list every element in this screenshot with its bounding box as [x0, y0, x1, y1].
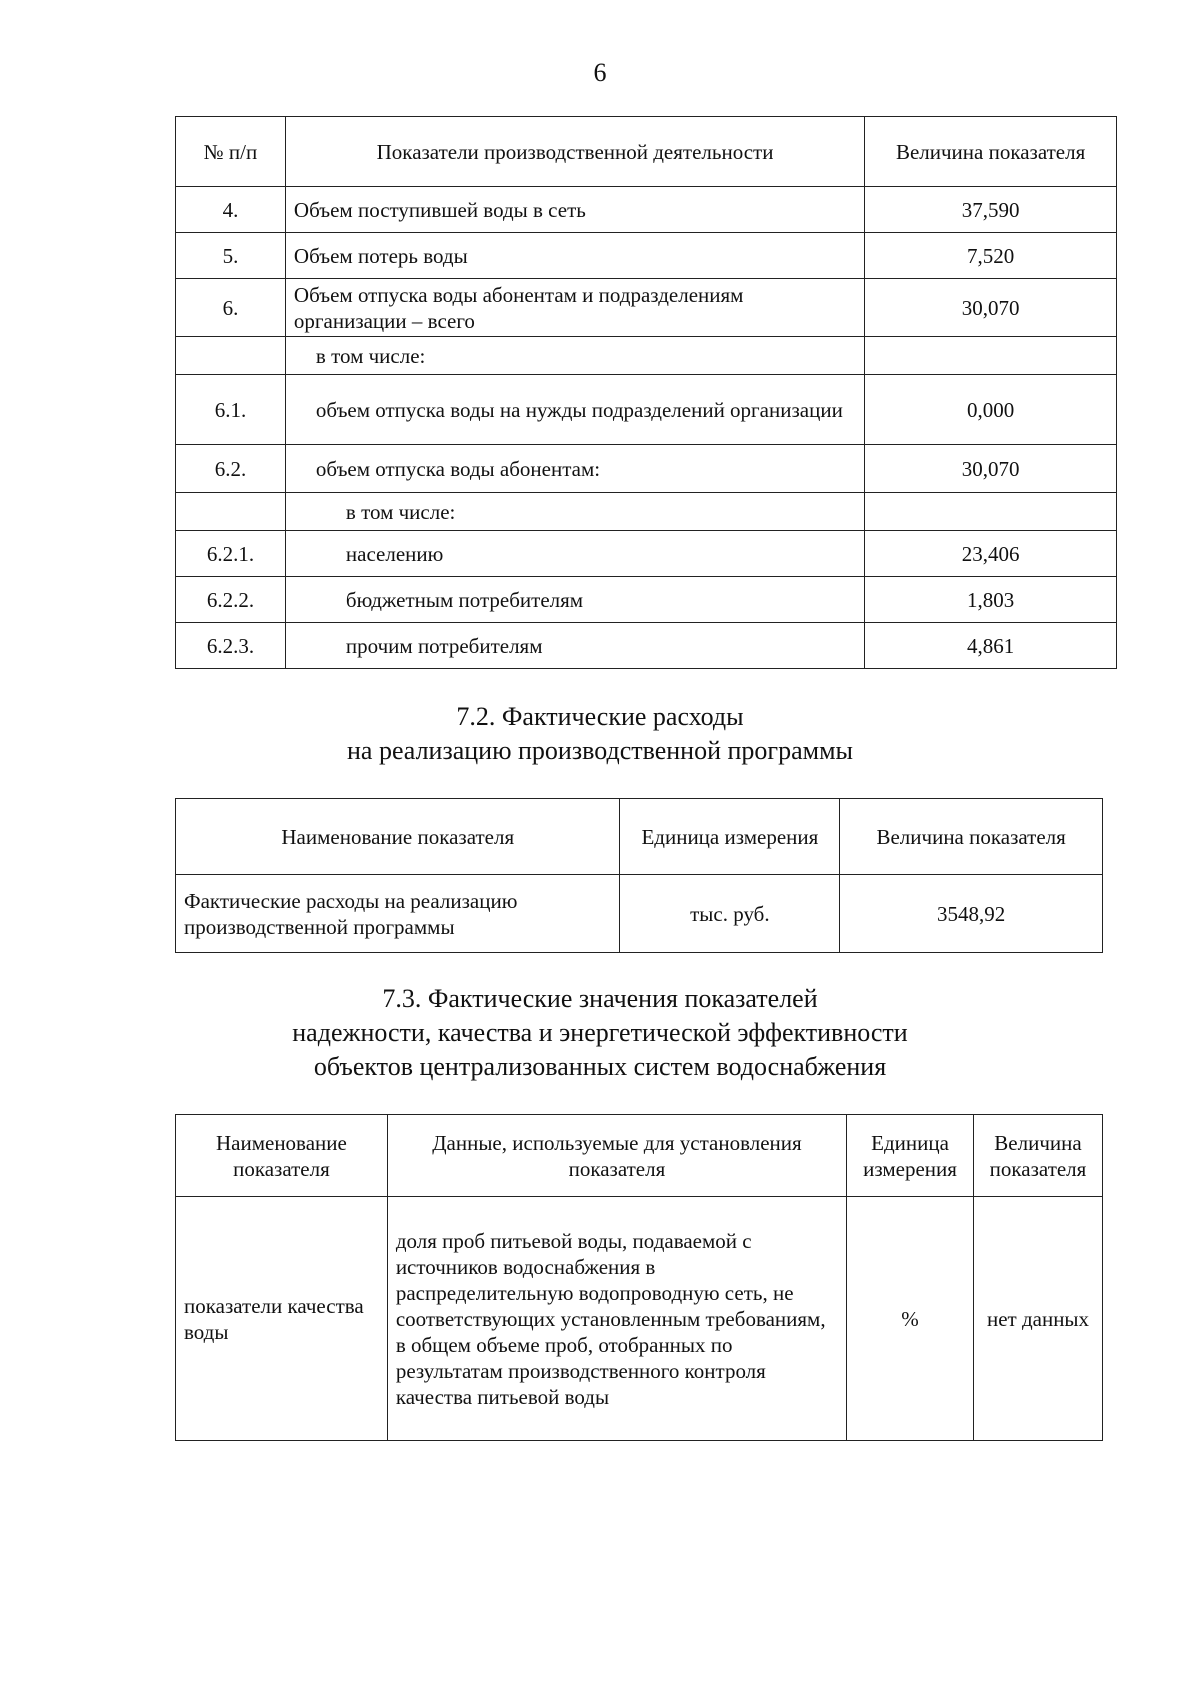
column-header: Данные, используемые для установления показателя — [387, 1115, 846, 1197]
row-value: 30,070 — [865, 445, 1117, 493]
row-name: объем отпуска воды на нужды подразделений организации — [285, 375, 864, 445]
page-number: 6 — [593, 58, 607, 87]
table-row — [176, 337, 1117, 375]
production-indicators-table — [175, 116, 1117, 669]
column-header: № п/п — [176, 117, 286, 187]
column-header: Величина показателя — [865, 117, 1117, 187]
section-title-line: надежности, качества и энергетической эффективности — [292, 1018, 908, 1047]
actual-expenses-table — [175, 798, 1103, 953]
row-value: 7,520 — [865, 233, 1117, 279]
row-number — [176, 493, 286, 531]
row-number: 4. — [176, 187, 286, 233]
row-name: Объем потерь воды — [285, 233, 864, 279]
row-unit: % — [847, 1197, 974, 1441]
column-header: Наименование показателя — [176, 1115, 388, 1197]
row-name: населению — [285, 531, 864, 577]
row-number — [176, 337, 286, 375]
row-name: бюджетным потребителям — [285, 577, 864, 623]
table-header-row — [176, 117, 1117, 187]
quality-indicators-table — [175, 1114, 1103, 1441]
row-number: 6.2.3. — [176, 623, 286, 669]
table-row — [176, 623, 1117, 669]
row-value — [865, 493, 1117, 531]
section-title-line: объектов централизованных систем водоснабжения — [313, 1052, 887, 1081]
row-number: 6.2. — [176, 445, 286, 493]
row-name: показатели качества воды — [176, 1197, 388, 1441]
section-title — [0, 700, 1200, 768]
row-number: 6. — [176, 279, 286, 337]
column-header: Единица измерения — [847, 1115, 974, 1197]
row-name: объем отпуска воды абонентам: — [285, 445, 864, 493]
table-row — [176, 577, 1117, 623]
row-data-description: доля проб питьевой воды, подаваемой с источников водоснабжения в распределительную водопроводную сеть, не соответствующих установленным требованиям, в общем объеме проб, отобранных по результатам производственного контроля качества питьевой воды — [387, 1197, 846, 1441]
row-number: 6.2.1. — [176, 531, 286, 577]
section-title-line: 7.3. Фактические значения показателей — [382, 984, 818, 1013]
table-row — [176, 375, 1117, 445]
row-name: Объем отпуска воды абонентам и подразделениям организации – всего — [285, 279, 864, 337]
row-name: в том числе: — [285, 337, 864, 375]
row-value — [865, 337, 1117, 375]
row-value: 1,803 — [865, 577, 1117, 623]
row-name: прочим потребителям — [285, 623, 864, 669]
section-title-line: на реализацию производственной программы — [346, 736, 853, 765]
table-header-row — [176, 799, 1103, 875]
column-header: Наименование показателя — [176, 799, 620, 875]
row-name: Фактические расходы на реализацию производственной программы — [176, 875, 620, 953]
section-title — [0, 982, 1200, 1084]
section-title-line: 7.2. Фактические расходы — [456, 702, 744, 731]
table-row — [176, 187, 1117, 233]
table-row — [176, 875, 1103, 953]
row-number: 6.2.2. — [176, 577, 286, 623]
row-value: нет данных — [974, 1197, 1103, 1441]
row-value: 30,070 — [865, 279, 1117, 337]
row-value: 37,590 — [865, 187, 1117, 233]
column-header: Показатели производственной деятельности — [285, 117, 864, 187]
row-number: 5. — [176, 233, 286, 279]
table-row — [176, 445, 1117, 493]
table-row — [176, 233, 1117, 279]
column-header: Величина показателя — [840, 799, 1103, 875]
table-row — [176, 531, 1117, 577]
column-header: Единица измерения — [620, 799, 840, 875]
table-row — [176, 493, 1117, 531]
row-name: в том числе: — [285, 493, 864, 531]
row-value: 23,406 — [865, 531, 1117, 577]
row-value: 0,000 — [865, 375, 1117, 445]
table-row — [176, 1197, 1103, 1441]
row-value: 4,861 — [865, 623, 1117, 669]
table-header-row — [176, 1115, 1103, 1197]
table-row — [176, 279, 1117, 337]
row-unit: тыс. руб. — [620, 875, 840, 953]
column-header: Величина показателя — [974, 1115, 1103, 1197]
row-name: Объем поступившей воды в сеть — [285, 187, 864, 233]
row-number: 6.1. — [176, 375, 286, 445]
row-value: 3548,92 — [840, 875, 1103, 953]
